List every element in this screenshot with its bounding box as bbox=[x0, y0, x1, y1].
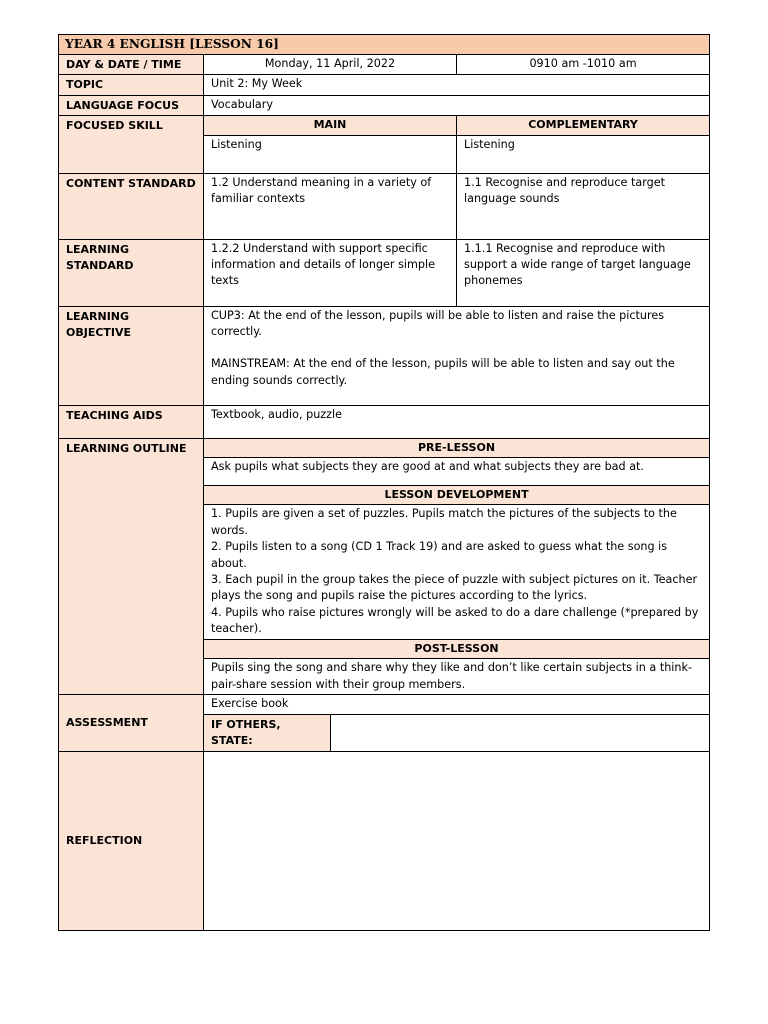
lesson-development-steps bbox=[204, 505, 709, 639]
if-others-label: IF OTHERS, STATE: bbox=[204, 715, 331, 751]
pre-lesson-text: Ask pupils what subjects they are good at and what subjects they are bad at. bbox=[204, 458, 709, 486]
lesson-development-header: LESSON DEVELOPMENT bbox=[204, 486, 709, 505]
learning-outline-content bbox=[204, 438, 710, 694]
development-step: 3. Each pupil in the group takes the piece of puzzle with subject pictures on it. Teacher plays the song and pupils raise the pictures according to the lyrics. bbox=[211, 573, 698, 603]
language-focus-label: LANGUAGE FOCUS bbox=[59, 95, 204, 115]
language-focus-value: Vocabulary bbox=[204, 95, 710, 115]
learning-standard-main: 1.2.2 Understand with support specific information and details of longer simple texts bbox=[204, 239, 457, 306]
lesson-plan-table bbox=[58, 34, 710, 931]
main-header: MAIN bbox=[204, 116, 457, 135]
focused-skill-complementary: Listening bbox=[457, 135, 710, 173]
lesson-time: 0910 am -1010 am bbox=[457, 55, 710, 75]
development-step: 2. Pupils listen to a song (CD 1 Track 19) and are asked to guess what the song is about. bbox=[211, 540, 668, 570]
reflection-field[interactable] bbox=[204, 751, 710, 930]
teaching-aids-value: Textbook, audio, puzzle bbox=[204, 405, 710, 438]
assessment-others bbox=[204, 715, 709, 751]
objective-mainstream: MAINSTREAM: At the end of the lesson, pupils will be able to listen and say out the ending sounds correctly. bbox=[211, 357, 675, 387]
teaching-aids-label: TEACHING AIDS bbox=[59, 405, 204, 438]
post-lesson-header: POST-LESSON bbox=[204, 639, 709, 658]
assessment-label: ASSESSMENT bbox=[59, 694, 204, 751]
focused-skill-main: Listening bbox=[204, 135, 457, 173]
post-lesson-text: Pupils sing the song and share why they like and don’t like certain subjects in a think-pair-share session with their group members. bbox=[204, 659, 709, 694]
topic-value: Unit 2: My Week bbox=[204, 75, 710, 95]
focused-skill-label: FOCUSED SKILL bbox=[59, 116, 204, 173]
lesson-title: YEAR 4 ENGLISH [LESSON 16] bbox=[59, 35, 710, 55]
day-date-time-label: DAY & DATE / TIME bbox=[59, 55, 204, 75]
content-standard-complementary: 1.1 Recognise and reproduce target language sounds bbox=[457, 173, 710, 239]
development-step: 1. Pupils are given a set of puzzles. Pupils match the pictures of the subjects to the words. bbox=[211, 507, 677, 537]
learning-outline-label: LEARNING OUTLINE bbox=[59, 438, 204, 694]
pre-lesson-header: PRE-LESSON bbox=[204, 439, 709, 458]
if-others-field[interactable] bbox=[331, 715, 710, 751]
reflection-label: REFLECTION bbox=[59, 751, 204, 930]
content-standard-label: CONTENT STANDARD bbox=[59, 173, 204, 239]
learning-standard-label: LEARNING STANDARD bbox=[59, 239, 204, 306]
learning-objective-value bbox=[204, 306, 710, 405]
topic-label: TOPIC bbox=[59, 75, 204, 95]
complementary-header: COMPLEMENTARY bbox=[457, 116, 710, 135]
content-standard-main: 1.2 Understand meaning in a variety of familiar contexts bbox=[204, 173, 457, 239]
development-step: 4. Pupils who raise pictures wrongly will be asked to do a dare challenge (*prepared by teacher). bbox=[211, 605, 699, 636]
lesson-plan bbox=[58, 34, 709, 931]
objective-cup3: CUP3: At the end of the lesson, pupils will be able to listen and raise the pictures correctly. bbox=[211, 308, 665, 339]
assessment-value: Exercise book bbox=[204, 694, 710, 714]
learning-standard-complementary: 1.1.1 Recognise and reproduce with support a wide range of target language phonemes bbox=[457, 239, 710, 306]
outline-sections bbox=[204, 439, 709, 694]
learning-objective-label: LEARNING OBJECTIVE bbox=[59, 306, 204, 405]
lesson-date: Monday, 11 April, 2022 bbox=[204, 55, 457, 75]
